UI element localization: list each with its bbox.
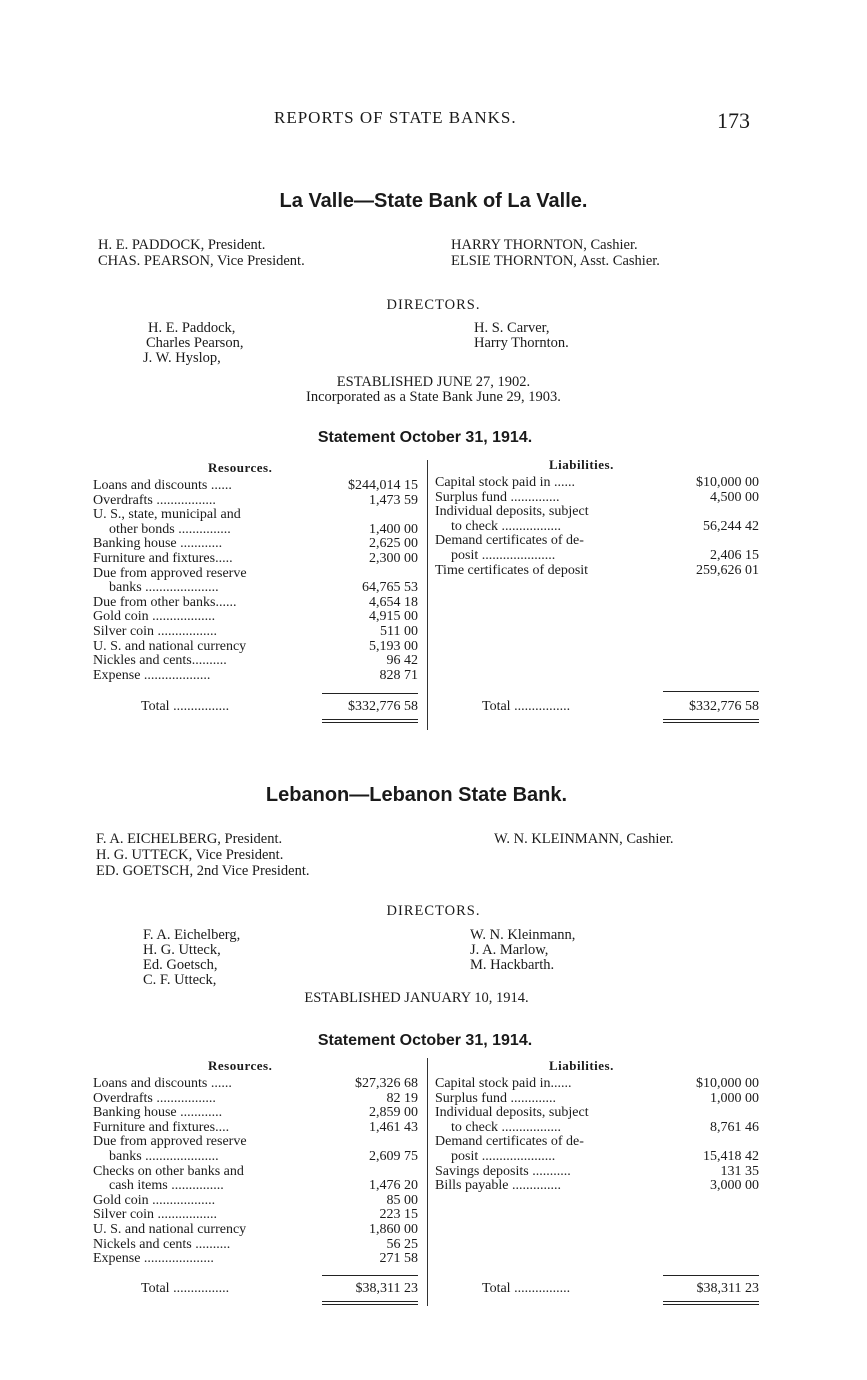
director: W. N. Kleinmann, xyxy=(470,927,576,943)
total-value: $38,311 23 xyxy=(696,1281,759,1296)
established xyxy=(0,991,850,1006)
officer: CHAS. PEARSON, Vice President. xyxy=(98,253,305,269)
established-line: ESTABLISHED JUNE 27, 1902. xyxy=(336,374,531,390)
bank-title: La Valle—State Bank of La Valle. xyxy=(279,190,588,212)
director: M. Hackbarth. xyxy=(470,957,555,973)
directors-left xyxy=(143,320,244,366)
sum-rule xyxy=(322,693,418,694)
double-rule xyxy=(663,722,759,723)
established xyxy=(0,375,867,405)
ledger-row: Due from approved reserve xyxy=(93,1134,247,1150)
ledger-row: Banking house ............ 2,859 00 xyxy=(93,1105,418,1121)
ledger-row: U. S. and national currency 1,860 00 xyxy=(93,1221,418,1237)
running-head: REPORTS OF STATE BANKS. xyxy=(274,108,517,127)
established-line: ESTABLISHED JANUARY 10, 1914. xyxy=(304,990,529,1006)
ledger-row: U. S., state, municipal and xyxy=(93,507,241,523)
ledger-row: to check ................. 56,244 42 xyxy=(451,518,759,534)
ledger-row: Furniture and fixtures..... 2,300 00 xyxy=(93,550,418,566)
officer: H. E. PADDOCK, President. xyxy=(98,237,266,253)
officer: HARRY THORNTON, Cashier. xyxy=(451,237,638,253)
directors-right xyxy=(470,928,575,973)
ledger-row: posit ..................... 15,418 42 xyxy=(451,1148,759,1164)
column-divider xyxy=(427,460,428,730)
officer: F. A. EICHELBERG, President. xyxy=(96,831,283,847)
officer: W. N. KLEINMANN, Cashier. xyxy=(494,831,674,847)
total-label: Total ................ xyxy=(141,1281,230,1296)
established-line: Incorporated as a State Bank June 29, 1903. xyxy=(306,389,561,405)
ledger-row: Silver coin ................. 511 00 xyxy=(93,623,418,639)
director: Harry Thornton. xyxy=(474,335,569,351)
ledger-row: Expense .................... 271 58 xyxy=(93,1251,418,1267)
sum-rule xyxy=(663,691,759,692)
statement-title: Statement October 31, 1914. xyxy=(317,429,533,446)
double-rule xyxy=(663,1301,759,1302)
ledger-row: cash items ............... 1,476 20 xyxy=(109,1178,418,1194)
ledger-row: Demand certificates of de- xyxy=(435,1134,584,1150)
bank-title: Lebanon—Lebanon State Bank. xyxy=(265,784,568,806)
total-label: Total ................ xyxy=(141,699,230,714)
directors-label: DIRECTORS. xyxy=(386,903,481,919)
total-label: Total ................ xyxy=(482,699,571,714)
officer: ED. GOETSCH, 2nd Vice President. xyxy=(96,863,310,879)
director: H. E. Paddock, xyxy=(148,320,236,336)
director: J. W. Hyslop, xyxy=(143,350,221,366)
directors-label: DIRECTORS. xyxy=(386,297,481,313)
resources-list xyxy=(93,479,418,683)
officers-right xyxy=(451,237,660,269)
liabilities-list xyxy=(435,1077,759,1194)
double-rule xyxy=(322,719,418,720)
ledger-row: Due from approved reserve xyxy=(93,565,247,581)
statement-title: Statement October 31, 1914. xyxy=(317,1032,533,1049)
officer: H. G. UTTECK, Vice President. xyxy=(96,847,284,863)
director: J. A. Marlow, xyxy=(470,942,549,958)
ledger-row: Capital stock paid in...... $10,000 00 xyxy=(435,1076,759,1091)
ledger-row: Silver coin ................. 223 15 xyxy=(93,1207,418,1223)
ledger-row: Savings deposits ........... 131 35 xyxy=(435,1163,759,1179)
ledger-row: Expense ................... 828 71 xyxy=(93,667,418,683)
ledger-row: Due from other banks...... 4,654 18 xyxy=(93,594,418,610)
liabilities-list xyxy=(435,476,759,578)
ledger-row: U. S. and national currency 5,193 00 xyxy=(93,638,418,654)
officers-left xyxy=(98,237,305,269)
ledger-row: Surplus fund ............. 1,000 00 xyxy=(435,1090,759,1106)
ledger-row: Capital stock paid in ...... $10,000 00 xyxy=(435,475,759,490)
resources-heading: Resources. xyxy=(208,1058,273,1073)
ledger-row: Checks on other banks and xyxy=(93,1163,244,1179)
double-rule xyxy=(663,719,759,720)
director: Ed. Goetsch, xyxy=(143,957,218,973)
ledger-row: Loans and discounts ...... $27,326 68 xyxy=(93,1076,418,1091)
double-rule xyxy=(322,1301,418,1302)
ledger-row: to check ................. 8,761 46 xyxy=(451,1119,759,1135)
ledger-row: posit ..................... 2,406 15 xyxy=(451,547,759,563)
sum-rule xyxy=(322,1275,418,1276)
total-value: $332,776 58 xyxy=(689,699,759,714)
ledger-row: Individual deposits, subject xyxy=(435,504,589,520)
directors-right xyxy=(474,321,569,351)
liabilities-heading: Liabilities. xyxy=(549,457,614,472)
officers-right xyxy=(494,831,674,847)
ledger-row: Gold coin .................. 4,915 00 xyxy=(93,609,418,625)
director: H. S. Carver, xyxy=(474,320,550,336)
director: C. F. Utteck, xyxy=(143,972,217,988)
page-number: 173 xyxy=(717,108,750,133)
ledger-row: Overdrafts ................. 82 19 xyxy=(93,1090,418,1106)
total-value: $332,776 58 xyxy=(348,699,418,714)
double-rule xyxy=(322,722,418,723)
ledger-row: Demand certificates of de- xyxy=(435,533,584,549)
column-divider xyxy=(427,1058,428,1306)
ledger-row: Nickels and cents .......... 56 25 xyxy=(93,1236,418,1252)
total-label: Total ................ xyxy=(482,1281,571,1296)
resources-list xyxy=(93,1077,418,1267)
ledger-row: Overdrafts ................. 1,473 59 xyxy=(93,492,418,508)
resources-heading: Resources. xyxy=(208,460,273,475)
director: F. A. Eichelberg, xyxy=(143,927,241,943)
officer: ELSIE THORNTON, Asst. Cashier. xyxy=(451,253,660,269)
double-rule xyxy=(322,1304,418,1305)
double-rule xyxy=(663,1304,759,1305)
ledger-row: other bonds ............... 1,400 00 xyxy=(109,521,418,537)
ledger-row: Bills payable .............. 3,000 00 xyxy=(435,1178,759,1194)
sum-rule xyxy=(663,1275,759,1276)
ledger-row: banks ..................... 64,765 53 xyxy=(109,580,418,596)
ledger-row: Nickles and cents.......... 96 42 xyxy=(93,653,418,669)
total-value: $38,311 23 xyxy=(355,1281,418,1296)
director: Charles Pearson, xyxy=(146,335,244,351)
ledger-row: Gold coin .................. 85 00 xyxy=(93,1192,418,1208)
liabilities-heading: Liabilities. xyxy=(549,1058,614,1073)
director: H. G. Utteck, xyxy=(143,942,221,958)
ledger-row: Time certificates of deposit 259,626 01 xyxy=(435,562,759,578)
officers-left xyxy=(96,831,310,879)
ledger-row: Banking house ............ 2,625 00 xyxy=(93,536,418,552)
ledger-row: Individual deposits, subject xyxy=(435,1105,589,1121)
ledger-row: Surplus fund .............. 4,500 00 xyxy=(435,489,759,505)
ledger-row: banks ..................... 2,609 75 xyxy=(109,1148,418,1164)
ledger-row: Loans and discounts ...... $244,014 15 xyxy=(93,478,418,493)
directors-left xyxy=(143,928,240,988)
ledger-row: Furniture and fixtures.... 1,461 43 xyxy=(93,1119,418,1135)
